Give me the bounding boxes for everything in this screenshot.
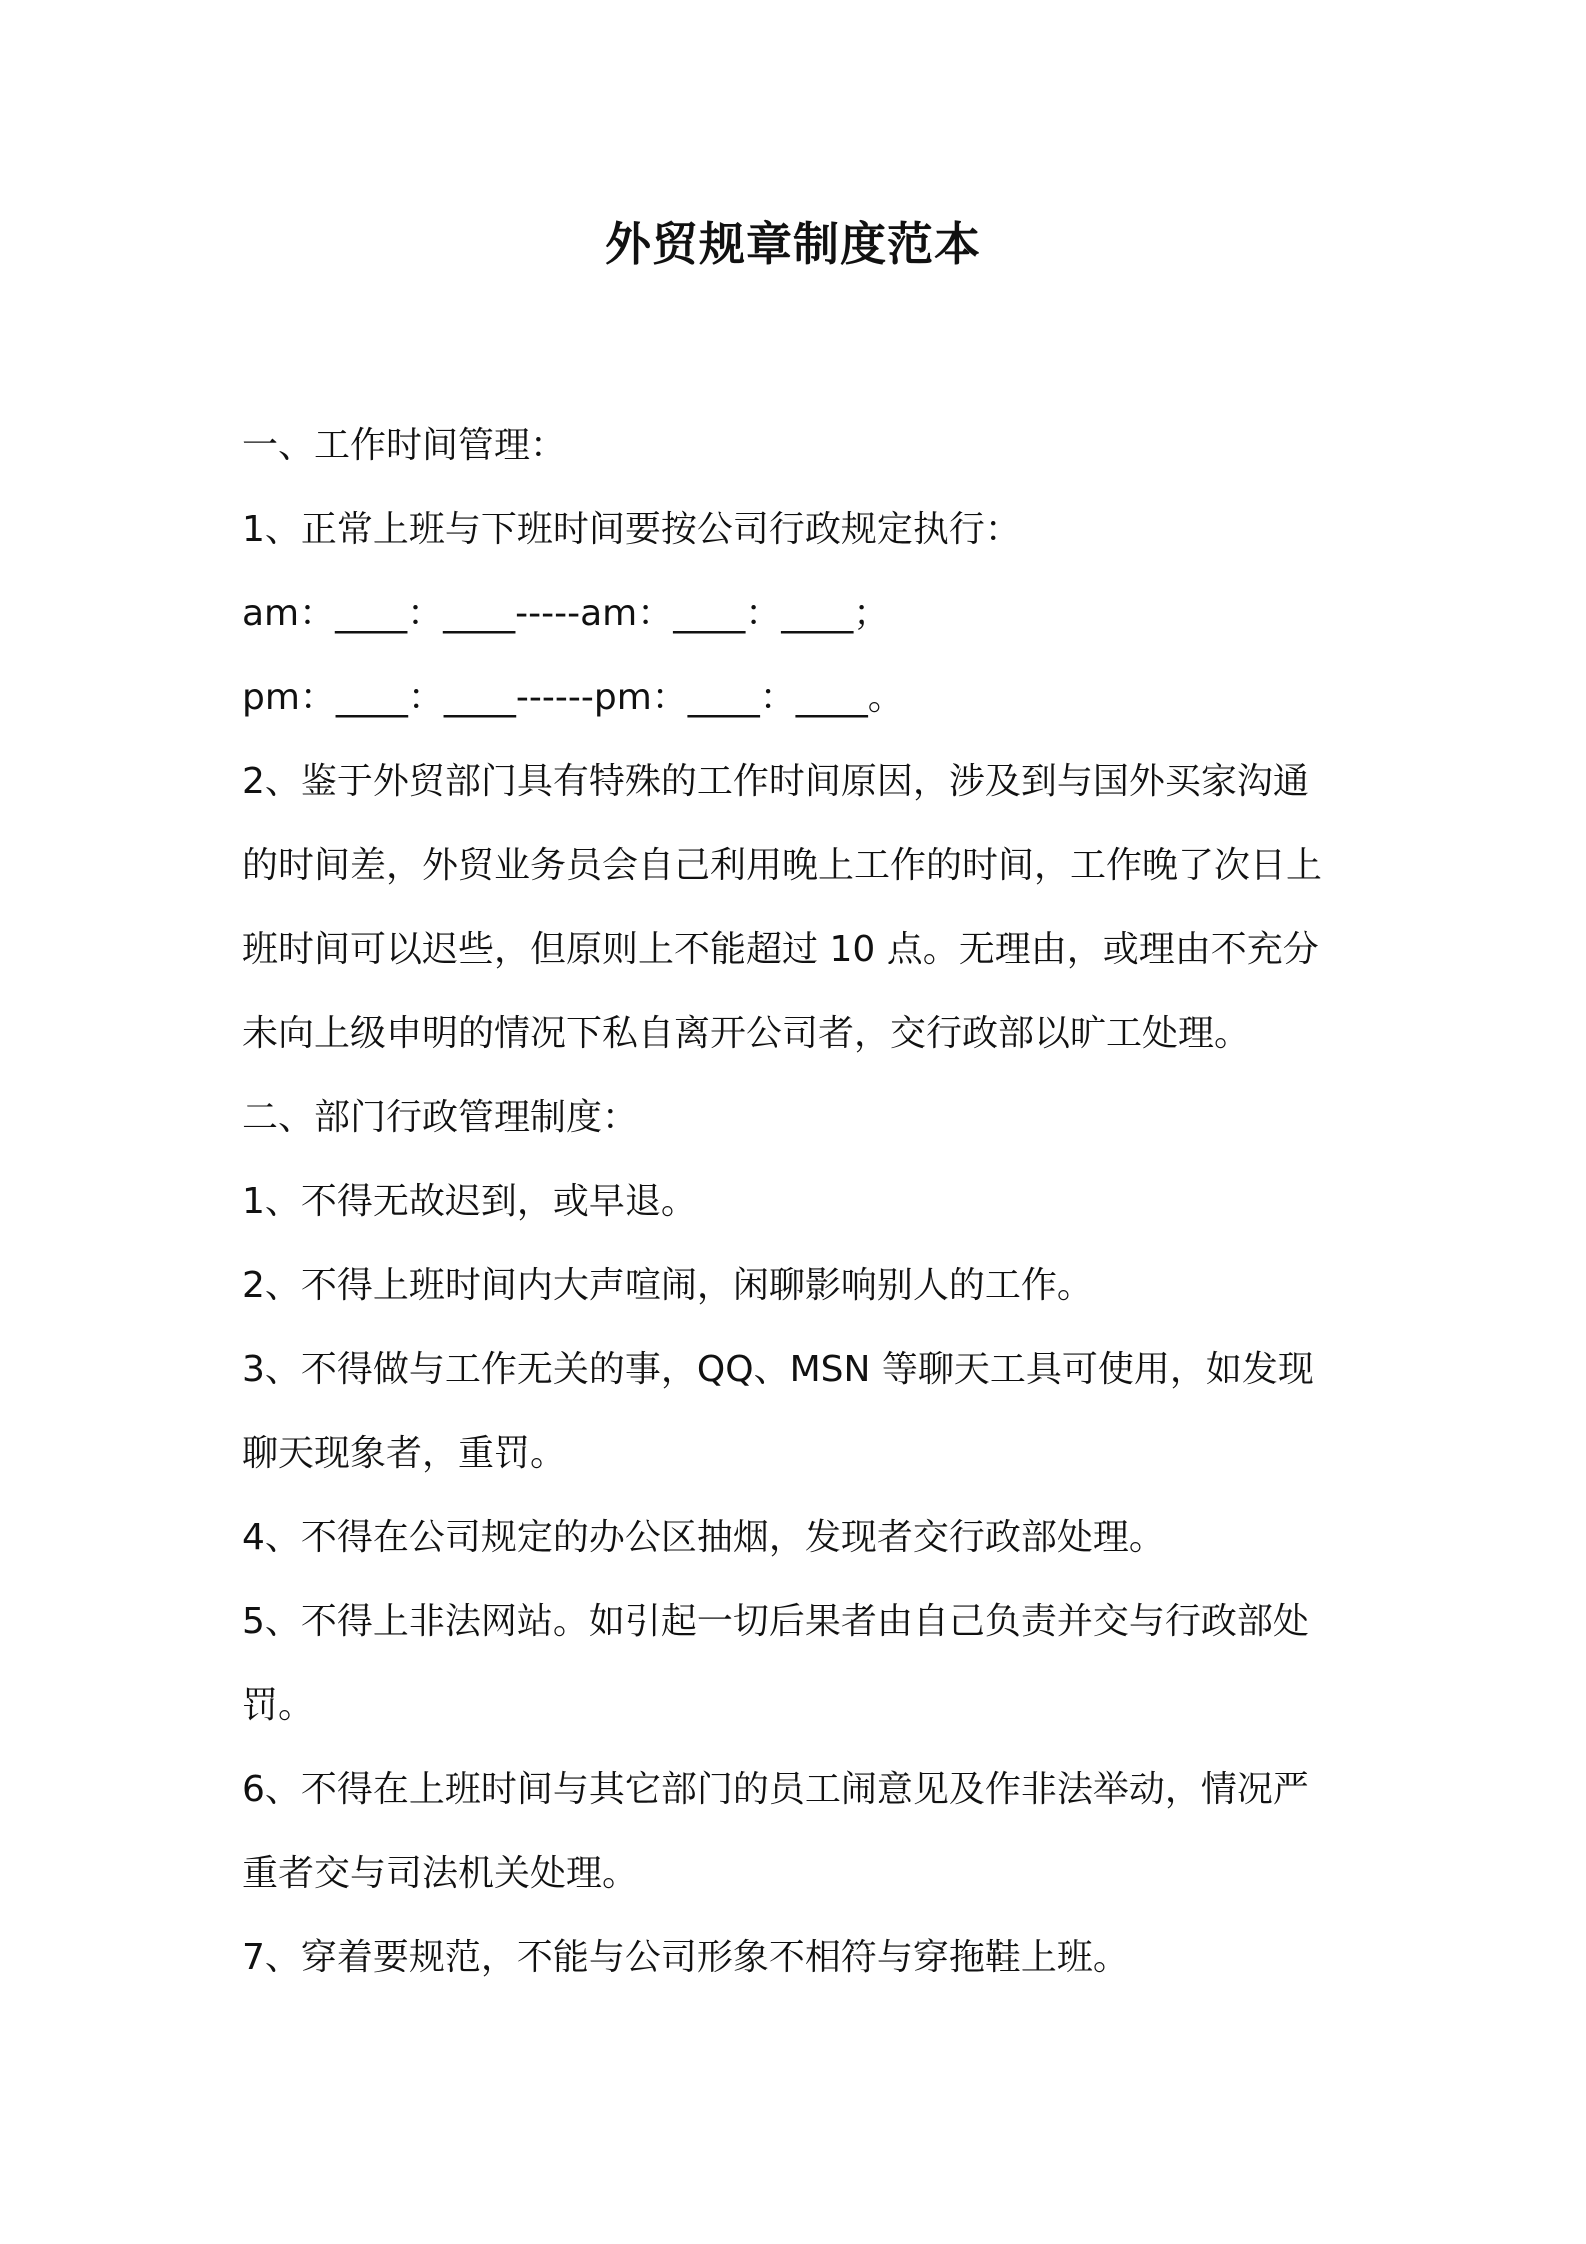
paragraph-line: 6、不得在上班时间与其它部门的员工闹意见及作非法举动，情况严 (242, 1769, 1309, 1810)
paragraph-line: 3、不得做与工作无关的事，QQ、MSN 等聊天工具可使用，如发现 (242, 1349, 1314, 1390)
section-heading-admin-rules: 二、部门行政管理制度： (242, 1097, 639, 1138)
document-title: 外贸规章制度范本 (605, 217, 981, 271)
paragraph-line: 5、不得上非法网站。如引起一切后果者由自己负责并交与行政部处 (242, 1601, 1309, 1642)
paragraph-line: 1、不得无故迟到，或早退。 (242, 1181, 697, 1222)
paragraph-line: 7、穿着要规范，不能与公司形象不相符与穿拖鞋上班。 (242, 1937, 1129, 1978)
am-schedule-line: am：____：____-----am：____：____； (242, 593, 890, 634)
document-body (242, 404, 1352, 2000)
paragraph-line: 重者交与司法机关处理。 (242, 1853, 639, 1894)
paragraph-line: 未向上级申明的情况下私自离开公司者，交行政部以旷工处理。 (242, 1013, 1251, 1054)
section-heading-work-hours: 一、工作时间管理： (242, 425, 567, 466)
paragraph-line: 1、正常上班与下班时间要按公司行政规定执行： (242, 509, 1021, 550)
paragraph-line: 2、不得上班时间内大声喧闹，闲聊影响别人的工作。 (242, 1265, 1093, 1306)
pm-schedule-line: pm：____：____------pm：____：____。 (242, 677, 904, 718)
paragraph-line: 聊天现象者，重罚。 (242, 1433, 567, 1474)
paragraph-line: 4、不得在公司规定的办公区抽烟，发现者交行政部处理。 (242, 1517, 1165, 1558)
paragraph-line: 班时间可以迟些，但原则上不能超过 10 点。无理由，或理由不充分 (242, 929, 1319, 970)
paragraph-line: 罚。 (242, 1685, 315, 1726)
paragraph-line: 2、鉴于外贸部门具有特殊的工作时间原因，涉及到与国外买家沟通 (242, 761, 1309, 802)
paragraph-line: 的时间差，外贸业务员会自己利用晚上工作的时间，工作晚了次日上 (242, 845, 1323, 886)
